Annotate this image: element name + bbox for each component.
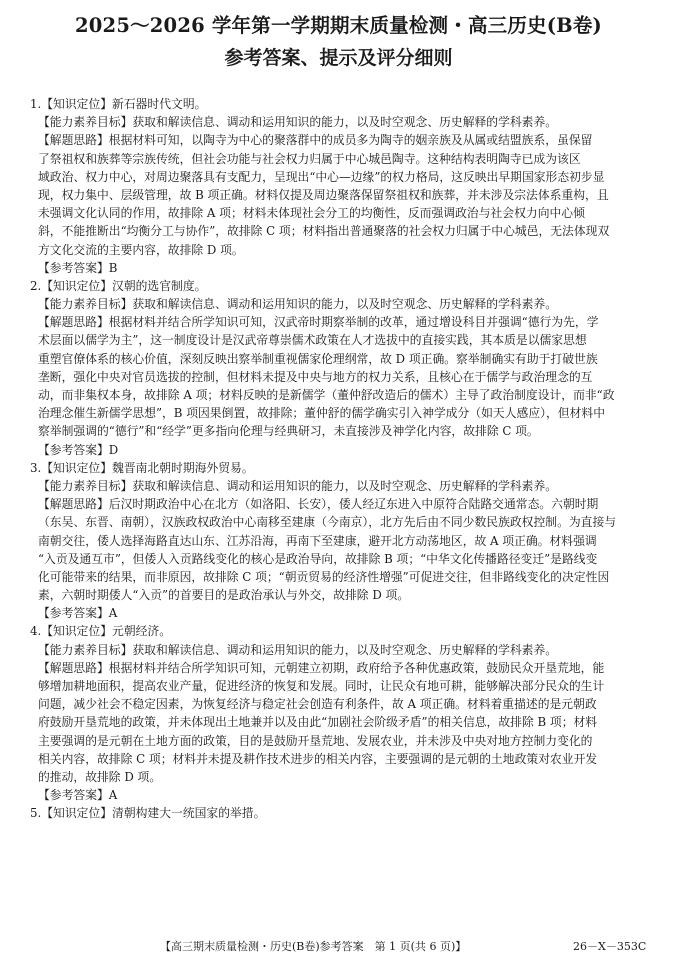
text-line: 1.【知识定位】新石器时代文明。 <box>30 97 207 111</box>
text-line: 【参考答案】A <box>38 606 118 621</box>
text-line: 问题，减少社会不稳定因素，为恢复经济与稳定社会创造有利条件，故 A 项正确。材料着重描述的是元朝政 <box>38 697 597 712</box>
footer-page-info: 【高三期末质量检测・历史(B卷)参考答案 第 1 页(共 6 页)】 <box>160 940 467 953</box>
text-line: 够增加耕地面积，提高农业产量，促进经济的恢复和发展。同时，让民众有地可耕，能够解决部分民众的生计 <box>38 679 605 693</box>
text-line: 域政治、权力中心，对周边聚落具有支配力，呈现出“中心—边缘”的权力格局，这反映出早期国家形态初步显 <box>38 169 605 184</box>
text-line: 2.【知识定位】汉朝的选官制度。 <box>30 278 207 293</box>
text-line: 未强调文化认同的作用，故排除 A 项；材料未体现社会分工的均衡性，反而强调政治与社会权力向中心倾 <box>38 206 585 221</box>
text-line: 4.【知识定位】元朝经济。 <box>30 624 172 639</box>
text-line: “入贡及通互市”，但倭人入贡路线变化的核心是政治导向，故排除 B 项；“中华文化传播路径变迁”是路线变 <box>38 551 598 566</box>
text-line: 【参考答案】A <box>38 788 118 803</box>
text-line: 【参考答案】B <box>38 260 118 275</box>
text-line: 相关内容，故排除 C 项；材料并未提及耕作技术进步的相关内容，主要强调的是元朝的土地政策对农业开发 <box>38 751 598 766</box>
text-line: 的推动，故排除 D 项。 <box>38 769 162 784</box>
text-line: 【解题思路】根据材料可知，以陶寺为中心的聚落群中的成员多为陶寺的姻亲族及从属或结盟族系，虽保留 <box>38 133 593 148</box>
text-line: 【能力素养目标】获取和解读信息、调动和运用知识的能力，以及时空观念、历史解释的学科素养。 <box>38 115 558 130</box>
footer-code: 26－X－353C <box>573 940 647 953</box>
text-line: 垄断，强化中央对官员选拔的控制，但材料未提及中央与地方的权力关系，且核心在于儒学与政治理念的互 <box>38 369 593 384</box>
text-line: 素，六朝时期倭人“入贡”的首要目的是政治承认与外交，故排除 D 项。 <box>38 588 410 603</box>
text-line: 【能力素养目标】获取和解读信息、调动和运用知识的能力，以及时空观念、历史解释的学科素养。 <box>38 642 558 657</box>
text-line: 【解题思路】根据材料并结合所学知识可知，元朝建立初期，政府给予各种优惠政策，鼓励民众开垦荒地，能 <box>38 660 605 675</box>
text-line: 治理念催生新儒学思想”，B 项因果倒置，故排除；董仲舒的儒学确实引入神学成分（如天人感应），但材料中 <box>38 406 606 421</box>
text-line: 重塑官僚体系的核心价值，深刻反映出察举制重视儒家伦理纲常，故 D 项正确。察举制确实有助于打破世族 <box>38 351 598 366</box>
text-line: 南朝交往，倭人选择海路直达山东、江苏沿海，再南下至建康，避开北方动荡地区，故 A 项正确。材料强调 <box>38 533 597 548</box>
text-line: 主要强调的是元朝在土地方面的政策，目的是鼓励开垦荒地、发展农业，并未涉及中央对地方控制力变化的 <box>38 733 593 748</box>
text-line: 5.【知识定位】清朝构建大一统国家的举措。 <box>30 806 266 821</box>
page-subtitle: 参考答案、提示及评分细则 <box>224 47 453 69</box>
text-line: 府鼓励开垦荒地的政策，并未体现出土地兼并以及由此“加剧社会阶级矛盾”的相关信息，故排除 B 项；材料 <box>38 715 598 730</box>
text-line: 化可能带来的结果，而非原因，故排除 C 项；“朝贡贸易的经济性增强”可促进交往，但非路线变化的决定性因 <box>38 569 610 584</box>
answer-content <box>30 95 652 823</box>
text-line: 动，而非集权本身，故排除 A 项；材料反映的是新儒学（董仲舒改造后的儒术）主导了政治制度设计，而非“政 <box>38 388 615 402</box>
page-title: 2025～2026 学年第一学期期末质量检测・高三历史(B卷) <box>75 14 602 37</box>
text-line: 术层面以儒学为主”，这一制度设计是汉武帝尊崇儒术政策在人才选拔中的直接实践，其本质是以儒家思想 <box>38 333 587 348</box>
text-line: 【解题思路】后汉时期政治中心在北方（如洛阳、长安），倭人经辽东进入中原符合陆路交通常态。六朝时期 <box>38 497 599 512</box>
text-line: 现，权力集中、层级管理，故 B 项正确。材料仅提及周边聚落保留祭祖权和族葬，并未涉及宗法体系重构，且 <box>38 187 609 202</box>
text-line: 【参考答案】D <box>38 442 119 457</box>
text-line: 【解题思路】根据材料并结合所学知识可知，汉武帝时期察举制的改革，通过增设科目并强调“德行为先，学 <box>38 315 599 330</box>
text-line: 了祭祖权和族葬等宗族传统，但社会功能与社会权力归属于中心城邑陶寺。这种结构表明陶寺已成为该区 <box>38 151 581 166</box>
text-line: 斜，不能推断出“均衡分工与协作”，故排除 C 项；材料指出普通聚落的社会权力归属于中心城邑，无法体现双 <box>38 224 610 239</box>
text-line: 3.【知识定位】魏晋南北朝时期海外贸易。 <box>30 460 254 475</box>
text-line: 【能力素养目标】获取和解读信息、调动和运用知识的能力，以及时空观念、历史解释的学科素养。 <box>38 297 558 312</box>
text-line: 方文化交流的主要内容，故排除 D 项。 <box>38 242 244 257</box>
text-line: 【能力素养目标】获取和解读信息、调动和运用知识的能力，以及时空观念、历史解释的学科素养。 <box>38 478 558 493</box>
text-line: 察举制强调的“德行”和“经学”更多指向伦理与经典研习，未直接涉及神学化内容，故排除 C 项。 <box>38 424 539 439</box>
text-line: （东吴、东晋、南朝），汉族政权政治中心南移至建康（今南京），北方先后由不同少数民族政权控制。为直接与 <box>38 515 617 530</box>
